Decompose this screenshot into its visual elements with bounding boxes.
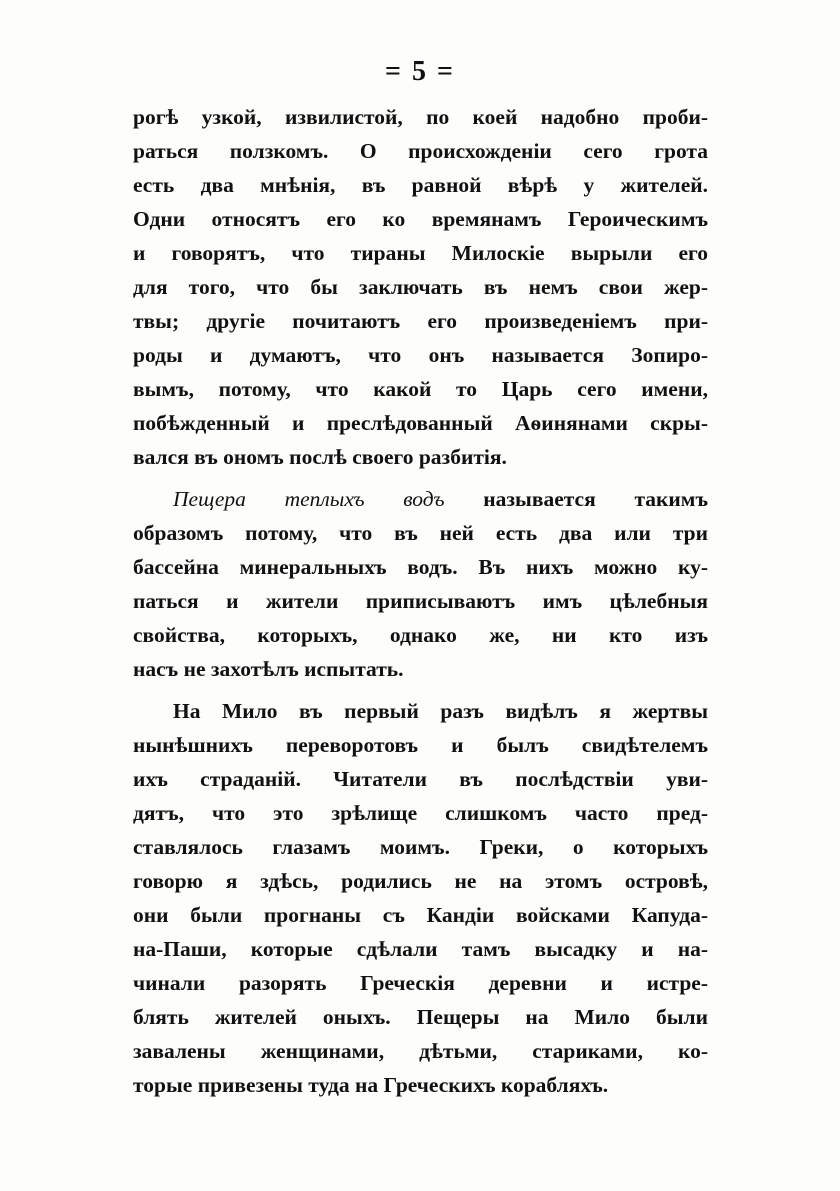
text-line: рогѣ узкой, извилистой, по коей надобно проби- (133, 105, 708, 129)
text-line: говорю я здѣсь, родились не на этомъ островѣ, (133, 869, 708, 893)
text-line: твы; другіе почитаютъ его произведеніемъ при- (133, 309, 708, 333)
text-line: есть два мнѣнія, въ равной вѣрѣ у жителей. (133, 173, 708, 197)
page-number: = 5 = (385, 56, 455, 87)
text-line: На Мило въ первый разъ видѣлъ я жертвы (173, 699, 708, 723)
text-line: вался въ ономъ послѣ своего разбитія. (133, 445, 507, 469)
text-line (133, 482, 708, 516)
text-line: дятъ, что это зрѣлище слишкомъ часто пред- (133, 801, 708, 825)
text-line: Одни относятъ его ко времянамъ Героическимъ (133, 207, 708, 231)
paragraph-1 (133, 100, 708, 474)
text-line: свойства, которыхъ, однако же, ни кто изъ (133, 623, 708, 647)
text-line: насъ не захотѣлъ испытать. (133, 657, 404, 681)
text-line: для того, что бы заключать въ немъ свои жер- (133, 275, 708, 299)
text-line: ихъ страданій. Читатели въ послѣдствіи уви- (133, 767, 708, 791)
text-line: чинали разорять Греческія деревни и истре- (133, 971, 708, 995)
body-text (133, 100, 708, 1102)
text-line: раться ползкомъ. О происхожденіи сего грота (133, 139, 708, 163)
text-line: торые привезены туда на Греческихъ корабляхъ. (133, 1073, 609, 1097)
paragraph-3 (133, 694, 708, 1102)
text-line: и говорятъ, что тираны Милоскіе вырыли его (133, 241, 708, 265)
text-line: вымъ, потому, что какой то Царь сего имени, (133, 377, 708, 401)
text-line: бассейна минеральныхъ водъ. Въ нихъ можно ку- (133, 555, 708, 579)
text-line: на-Паши, которые сдѣлали тамъ высадку и на- (133, 937, 708, 961)
text-line: они были прогнаны съ Кандіи войсками Капуда- (133, 903, 708, 927)
italic-heading: Пещера теплыхъ водъ (173, 487, 445, 511)
text-line: завалены женщинами, дѣтьми, стариками, ко- (133, 1039, 708, 1063)
text-line: блять жителей оныхъ. Пещеры на Мило были (133, 1005, 708, 1029)
text-line-rest: называется такимъ (483, 487, 708, 511)
text-line: роды и думаютъ, что онъ называется Зопиро- (133, 343, 708, 367)
text-line: побѣжденный и преслѣдованный Аѳинянами скры- (133, 411, 708, 435)
text-line: ставлялось глазамъ моимъ. Греки, о которыхъ (133, 835, 708, 859)
text-line: нынѣшнихъ переворотовъ и былъ свидѣтелемъ (133, 733, 708, 757)
paragraph-2 (133, 482, 708, 686)
text-line: образомъ потому, что въ ней есть два или три (133, 521, 708, 545)
text-line: паться и жители приписываютъ имъ цѣлебныя (133, 589, 708, 613)
